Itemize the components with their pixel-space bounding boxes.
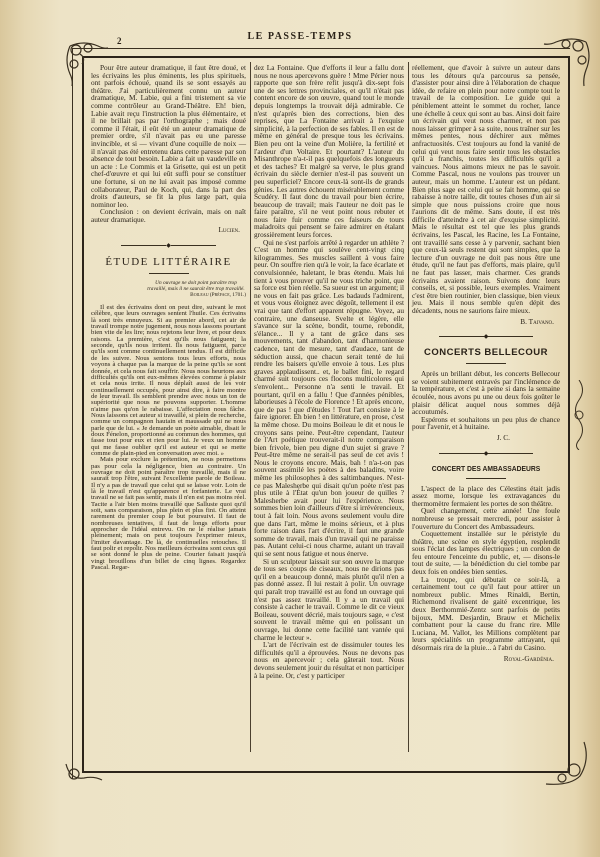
column-separator <box>408 62 409 752</box>
divider-ornament: ◆ <box>412 334 560 340</box>
article-paragraph: dez La Fontaine. Que d'efforts il leur a fallu dont nous ne nous apercevons guère ! Mme Périer nous rapporte que son frère refit jusqu'à dix-sept fois une de ses lettres provinciales, et qu'il n'était pas content encore de son œuvre, quand tout le monde depuis longtemps la trouvait déjà admirable. Ce n'est qu'après bien des corrections, bien des reprises, que La Fontaine arrivait à l'exquise simplicité, à la perfection de ses fables. Il en est de même en général de presque tous les écrivains. Bien peu ont la veine d'un Molière, la fertilité et l'ardeur d'un Voltaire. Et pourtant? L'auteur du Misanthrope n'a-t-il pas quelquefois des longueurs et des taches? Et malgré sa verve, le plus grand écrivain du siècle dernier n'est-il pas souvent un peu superficiel? Encore ceux-là sont-ils de grands génies. Les autres échouent misérablement comme Scudéry. Il faut donc du travail pour bien écrire, beaucoup de travail; mais l'auteur ne doit pas le faire paraître, s'il ne veut point nous rebuter et nous faire fuir comme ces faiseurs de tours maladroits qui pensent se faire admirer en étalant grossièrement leurs forces. <box>254 63 404 240</box>
signature: Royal-Gardénia. <box>503 653 554 663</box>
article-paragraph: Mais pour exclure la prétention, ne nous permettons pas pour cela la négligence, bien au contraire. Un ouvrage ne doit point paraître trop travaillé, mais il ne saurait trop l'être, suivant l'excellente parole de Boileau. Il n'y a pas de travail que celui qui se laisse voir. Loin de là le travail n'est qu'apparence et forfanterie. Le vrai travail ne se fait pas sentir, mais il n'en est pas moins réel. Tacite a l'air bien moins travaillé que Salluste quoi qu'il soit, sans comparaison, plus plein et plus fini. On atteint rarement du premier coup le but poursuivi. Il faut de nombreuses tentatives, il faut de longs efforts pour approcher de l'idéal entrevu. On ne le réalise jamais pleinement; mais on peut toujours l'exprimer mieux, l'imiter davantage. De là, de continuelles retouches. Il faut polir et repolir. Nos meilleurs écrivains sont ceux qui se sont donné le plus de peine. Courier faisait jusqu'à vingt brouillons d'un billet de cinq lignes. Regardez Pascal. Regar- <box>91 456 246 572</box>
side-ornament-icon <box>572 380 586 450</box>
column-3 <box>412 64 560 662</box>
article-paragraph: Après un brillant début, les concerts Bellecour se voient subitement entravés par l'inclémence de la température, et c'est à peine si dans la semaine écoulée, nous avons pu une ou deux fois goûter le plaisir délicat auquel nous sommes déjà accoutumés. <box>412 369 560 417</box>
newspaper-title: LE PASSE-TEMPS <box>247 31 353 42</box>
signature: J. C. <box>496 432 510 442</box>
divider-ornament: ◆ <box>91 243 246 249</box>
page-number: 2 <box>117 36 122 46</box>
signature: B. Taivano. <box>520 316 554 326</box>
article-paragraph: réellement, que d'avoir à suivre un auteur dans tous les détours qu'a parcourus sa pensée, d'assister pour ainsi dire à l'élaboration de chaque idée, de refaire en plein pour notre compte tout le travail de la composition. Le guide qui a péniblement atteint le sommet du rocher, lance une échelle à ceux qui sont au bas. Ainsi doit faire un écrivain qui veut nous charmer, et non pas nous laisser grimper à sa suite, nous traîner sur les mêmes pentes, nous déchirer aux mêmes anfractuosités. C'est toujours au fond la vanité de celui qui veut nous faire sentir tous les obstacles qu'il a franchis, toutes les difficultés qu'il a vaincues. Nous aimons mieux ne pas le savoir. Comme Pascal, nous ne voulons pas trouver un auteur, mais un homme. L'auteur est un pédant. Bien plus sage est celui qui se fait homme, qui se rabaisse à notre taille, dit toutes choses d'un air si simple que nous puissions croire que nous l'aurions dit de même. Sans doute, il est très difficile d'atteindre à cet air d'exquise simplicité. Mais le résultat est tel que les plus grands écrivains, les Pascal, les Racine, les La Fontaine, ont travaillé sans cesse à y parvenir, sachant bien que ceux-là seuls restent qui sont simples, que la lecture d'un ouvrage ne doit pas nous être une étude, qu'il ne faut pas d'efforts, mais plaire, qu'il ne faut pas lasser, mais charmer. Ces grands écrivains avaient raison. Suivons donc leurs conseils, et, si possible, leurs exemples. Vraiment c'est être bien routinier, bien classique, bien vieux jeu. Mais il nous semble qu'en dépit des décadents, nous ne saurions faire mieux. <box>412 63 560 315</box>
article-paragraph: Espérons et souhaitons un peu plus de chance pour l'avenir, et à huitaine. <box>412 414 560 432</box>
heading-rule <box>466 478 506 479</box>
article-paragraph: La troupe, qui débutait ce soir-là, a certainement tout ce qu'il faut pour attirer un nombreux public. Mmes Rinaldi, Bertin, Richemond rivalisent de gaité excentrique, les deux Berthommié-Zentz sont parfois de petits bijoux, MM. Desjardin, Brauw et Michelix combattent pour la cause du franc rire. Mlle Luciana, M. Vallot, les Millions complètent par leurs spécialités un programme attrayant, qui désormais rira de la pluie... à l'abri du Casino. <box>412 574 560 652</box>
article-paragraph: Coquettement installée sur le péristyle du théâtre, une scène en style égyptien, resplendit sous l'éclat des lampes électriques ; un cordon de feu entoure l'enceinte du public, et, — disons-le tout de suite, — la bénédiction du ciel tombe par deux fois en ondées bien senties. <box>412 529 560 577</box>
epigraph-source: Boileau (Préface, 1701.) <box>190 292 246 299</box>
section-heading-bellecour: CONCERTS BELLECOUR <box>423 347 549 359</box>
divider-ornament: ◆ <box>412 451 560 457</box>
epigraph: Un ouvrage ne doit point paraître trop travaillé, mais il ne saurait être trop travaillé. <box>147 280 245 293</box>
column-2 <box>254 64 404 679</box>
heading-rule <box>149 273 189 274</box>
column-1 <box>91 64 246 572</box>
section-heading-ambassadeurs: CONCERT DES AMBASSADEURS <box>431 463 541 473</box>
article-paragraph: Quel changement, cette année! Une foule nombreuse se pressait mercredi, pour assister à l'ouverture du Concert des Ambassadeurs. <box>412 506 560 531</box>
article-paragraph: L'aspect de la place des Célestins était jadis assez morne, lorsque les extravagances du thermomètre fermaient les portes de son théâtre. <box>412 483 560 508</box>
article-paragraph: Conclusion : on devient écrivain, mais on naît auteur dramatique. <box>91 207 246 224</box>
corner-ornament-icon <box>540 740 590 790</box>
article-paragraph: Il est des écrivains dont on peut dire, suivant le mot célèbre, que leurs ouvrages sentent l'huile. Ces écrivains là sont très ennuyeux. Si au premier abord, cet air de travail trompe notre jugement, nous nous lassons pourtant bien vite de les lire; nous rejetons leur livre, et pour deux raisons. La première, c'est qu'ils nous fatiguent; la seconde, qu'ils nous irritent. Ils nous fatiguent, parce qu'ils sont comme continuellement tendus. Il est difficile de les suivre. Nous sentons tous leurs efforts, nous voyons à chaque pas la marque de la peine qu'ils se sont donnée, et cela nous fait souffrir. Nous nous heurtons aux difficultés qu'ils ont eux-mêmes élevées comme à plaisir et cela nous irrite. Il nous déplaît aussi de les voir continuellement occupés, pour ainsi dire, à faire montre de leur travail. Ils semblent prendre avec nous un ton de supériorité que nous ne pouvons supporter. L'homme n'aime pas qu'on le rabaisse. L'affectation nous fâche. Nous laissons cet auteur si travaillé, si plein de recherche, comme un compagnon hautain et maussade qui ne nous parle que de lui. « Je demande un poète aimable, disait le doux Fénelon, proportionné au commun des hommes, qui fasse tout pour eux et rien pour lui. Je veux un homme qui me fasse oublier qu'il est auteur et qui se mette comme de plain-pied en conversation avec moi. » <box>91 304 246 457</box>
signature: Lucien. <box>218 225 240 235</box>
heading-rule <box>466 363 506 364</box>
side-ornament-icon <box>64 760 104 790</box>
article-paragraph: Pour être auteur dramatique, il faut être doué, et les écrivains les plus éminents, les plus spirituels, ont parfois échoué, quand ils se sont essayés au théâtre. J'ai particulièrement connu un auteur dramatique, M. Labie, qui a fini tristement sa vie comme contrôleur au Grand-Théâtre. Eh! bien, Labie avait reçu l'instruction la plus élémentaire, et il ne brillait pas par l'orthographe ; mais doué comme il l'était, il eût été un auteur dramatique de premier ordre, s'il n'avait pas eu une paresse invincible, et si — vivant d'une coquille de noix — il n'avait pas été entretenu dans cette paresse par son absence de tout besoin. Labie a fait un vaudeville en un acte : Le Commis et la Grisette, qui est un petit chef-d'œuvre et qui lui eût suffi pour se constituer une fortune, si on ne lui avait pas imposé comme collaborateur, Paul de Koch, qui, dans la part des droits d'auteurs, se fit la plus large part, quia nominor leo. <box>91 63 246 209</box>
article-paragraph: Si un sculpteur laissait sur son œuvre la marque de tous ses coups de ciseaux, nous ne dirions pas qu'il en a beaucoup donné, mais plutôt qu'il n'en a pas donné assez. Il lui restait à polir. Un ouvrage qui paraît trop travaillé est au fond un ouvrage qui n'est pas assez travaillé. Il y a un travail qui consiste à cacher le travail. Comme le dit ce vieux Boileau, souvent décrié, mais toujours sage, « c'est souvent le travail même qui en polissant un ouvrage, lui donne cette facilité tant vantée qui charme le lecteur ». <box>254 556 404 642</box>
column-separator <box>250 62 251 752</box>
article-paragraph: L'art de l'écrivain est de dissimuler toutes les difficultés qu'il a éprouvées. Nous ne devons pas nous en apercevoir ; cela gâterait tout. Nous devons seulement jouir du résultat et non participer à la peine. Or, c'est y participer <box>254 640 404 680</box>
section-heading-etude: ÉTUDE LITTÉRAIRE <box>105 256 232 269</box>
article-paragraph: Qui ne s'est parfois arrêté à regarder un athlète ? C'est un homme qui soulève cent-vingt cinq kilogrammes. Ses muscles saillent à vous faire peur. On souffre rien qu'à le voir, la face écarlate et convulsionnée, haletant, le bras étendu. Mais lui tient à vous prouver qu'il ne vous triche point, que sa force est bien réelle. Sa sueur est un argument; il ne vous en fait pas grâce. Les badauds l'admirent, et vous vous éloignez avec dégoût, tellement il est vrai que tant d'effort apparent répugne. Voyez, au contraire, une danseuse. Svelte et légère, elle s'avance sur la scène, bondit, tourne, rebondit, s'élance... Il y a tant de grâce dans ses mouvements, tant d'abandon, tant d'harmonieuse cadence, tant de mesure, tant d'audace, tant de séduction aussi, que chacun serait tenté de lui rendre les baisers qu'elle envoie à tous. Les plus graves applaudissent.. et, le ballet fini, le regard charmé suit toujours ces flocons multicolores qui s'envolent... Personne n'a senti le travail. Et pourtant, qu'il en a fallu ! Que d'années pénibles, laborieuses à l'école de Florence ! Et après encore, que de pas ! que d'études ! Tout l'art consiste à le faire ignorer. Eh bien ! en littérature, en prose, c'est la même chose. Du moins Boileau le dit et nous le croyons sans peine. Peut-être cependant, l'auteur de l'Art poétique trouverait-il notre comparaison bien frivole, bien peu digne d'un sujet si grave ? Peut-être même ne serait-il pas seul de cet avis ! Nous le croyons encore. Mais, bah ! n'a-t-on pas souvent assimilé les poètes à des baladins, voire même les philosophes à des saltimbanques. N'est-ce pas Malesherbe qui disait qu'un poète n'est pas plus utile à l'État qu'un bon joueur de quilles ? Malesherbe avait pour lui l'expérience. Nous sommes bien loin d'ailleurs d'être si irrévérencieux, tout à fait loin. Nous avons seulement voulu dire que dans l'art, même le moins sérieux, et à plus forte raison dans l'art d'écrire, il faut une grande somme de travail, mais d'un travail qui ne paraisse pas. Autant celui-ci nous charme, autant un travail qui se sent nous fatigue et nous énerve. <box>254 237 405 558</box>
